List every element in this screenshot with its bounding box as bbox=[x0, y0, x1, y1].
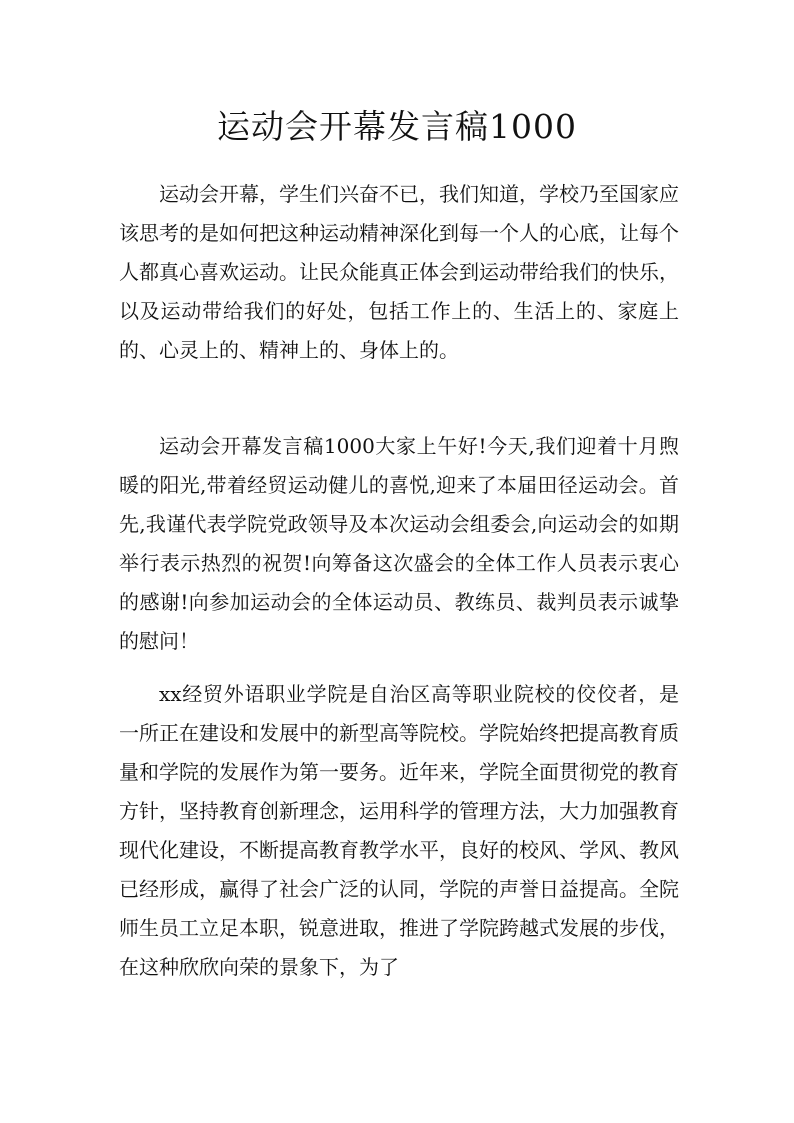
document-title: 运动会开幕发言稿1000 bbox=[217, 107, 577, 146]
paragraph-1: 运动会开幕，学生们兴奋不已，我们知道，学校乃至国家应该思考的是如何把这种运动精神深化到每一个人的心底，让每个人都真心喜欢运动。让民众能真正体会到运动带给我们的快乐，以及运动带给我们的好处，包括工作上的、生活上的、家庭上的、心灵上的、精神上的、身体上的。 bbox=[119, 182, 679, 362]
paragraph-3: xx经贸外语职业学院是自治区高等职业院校的佼佼者，是一所正在建设和发展中的新型高等院校。学院始终把提高教育质量和学院的发展作为第一要务。近年来，学院全面贯彻党的教育方针，坚持教育创新理念，运用科学的管理方法，大力加强教育现代化建设，不断提高教育教学水平，良好的校风、学风、教风已经形成，赢得了社会广泛的认同，学院的声誉日益提高。全院师生员工立足本职，锐意进取，推进了学院跨越式发展的步伐，在这种欣欣向荣的景象下，为了 bbox=[119, 682, 679, 979]
paragraph-2: 运动会开幕发言稿1000大家上午好!今天,我们迎着十月煦暖的阳光,带着经贸运动健儿的喜悦,迎来了本届田径运动会。首先,我谨代表学院党政领导及本次运动会组委会,向运动会的如期举行表示热烈的祝贺!向筹备这次盛会的全体工作人员表示衷心的感谢!向参加运动会的全体运动员、教练员、裁判员表示诚挚的慰问！ bbox=[119, 434, 679, 653]
